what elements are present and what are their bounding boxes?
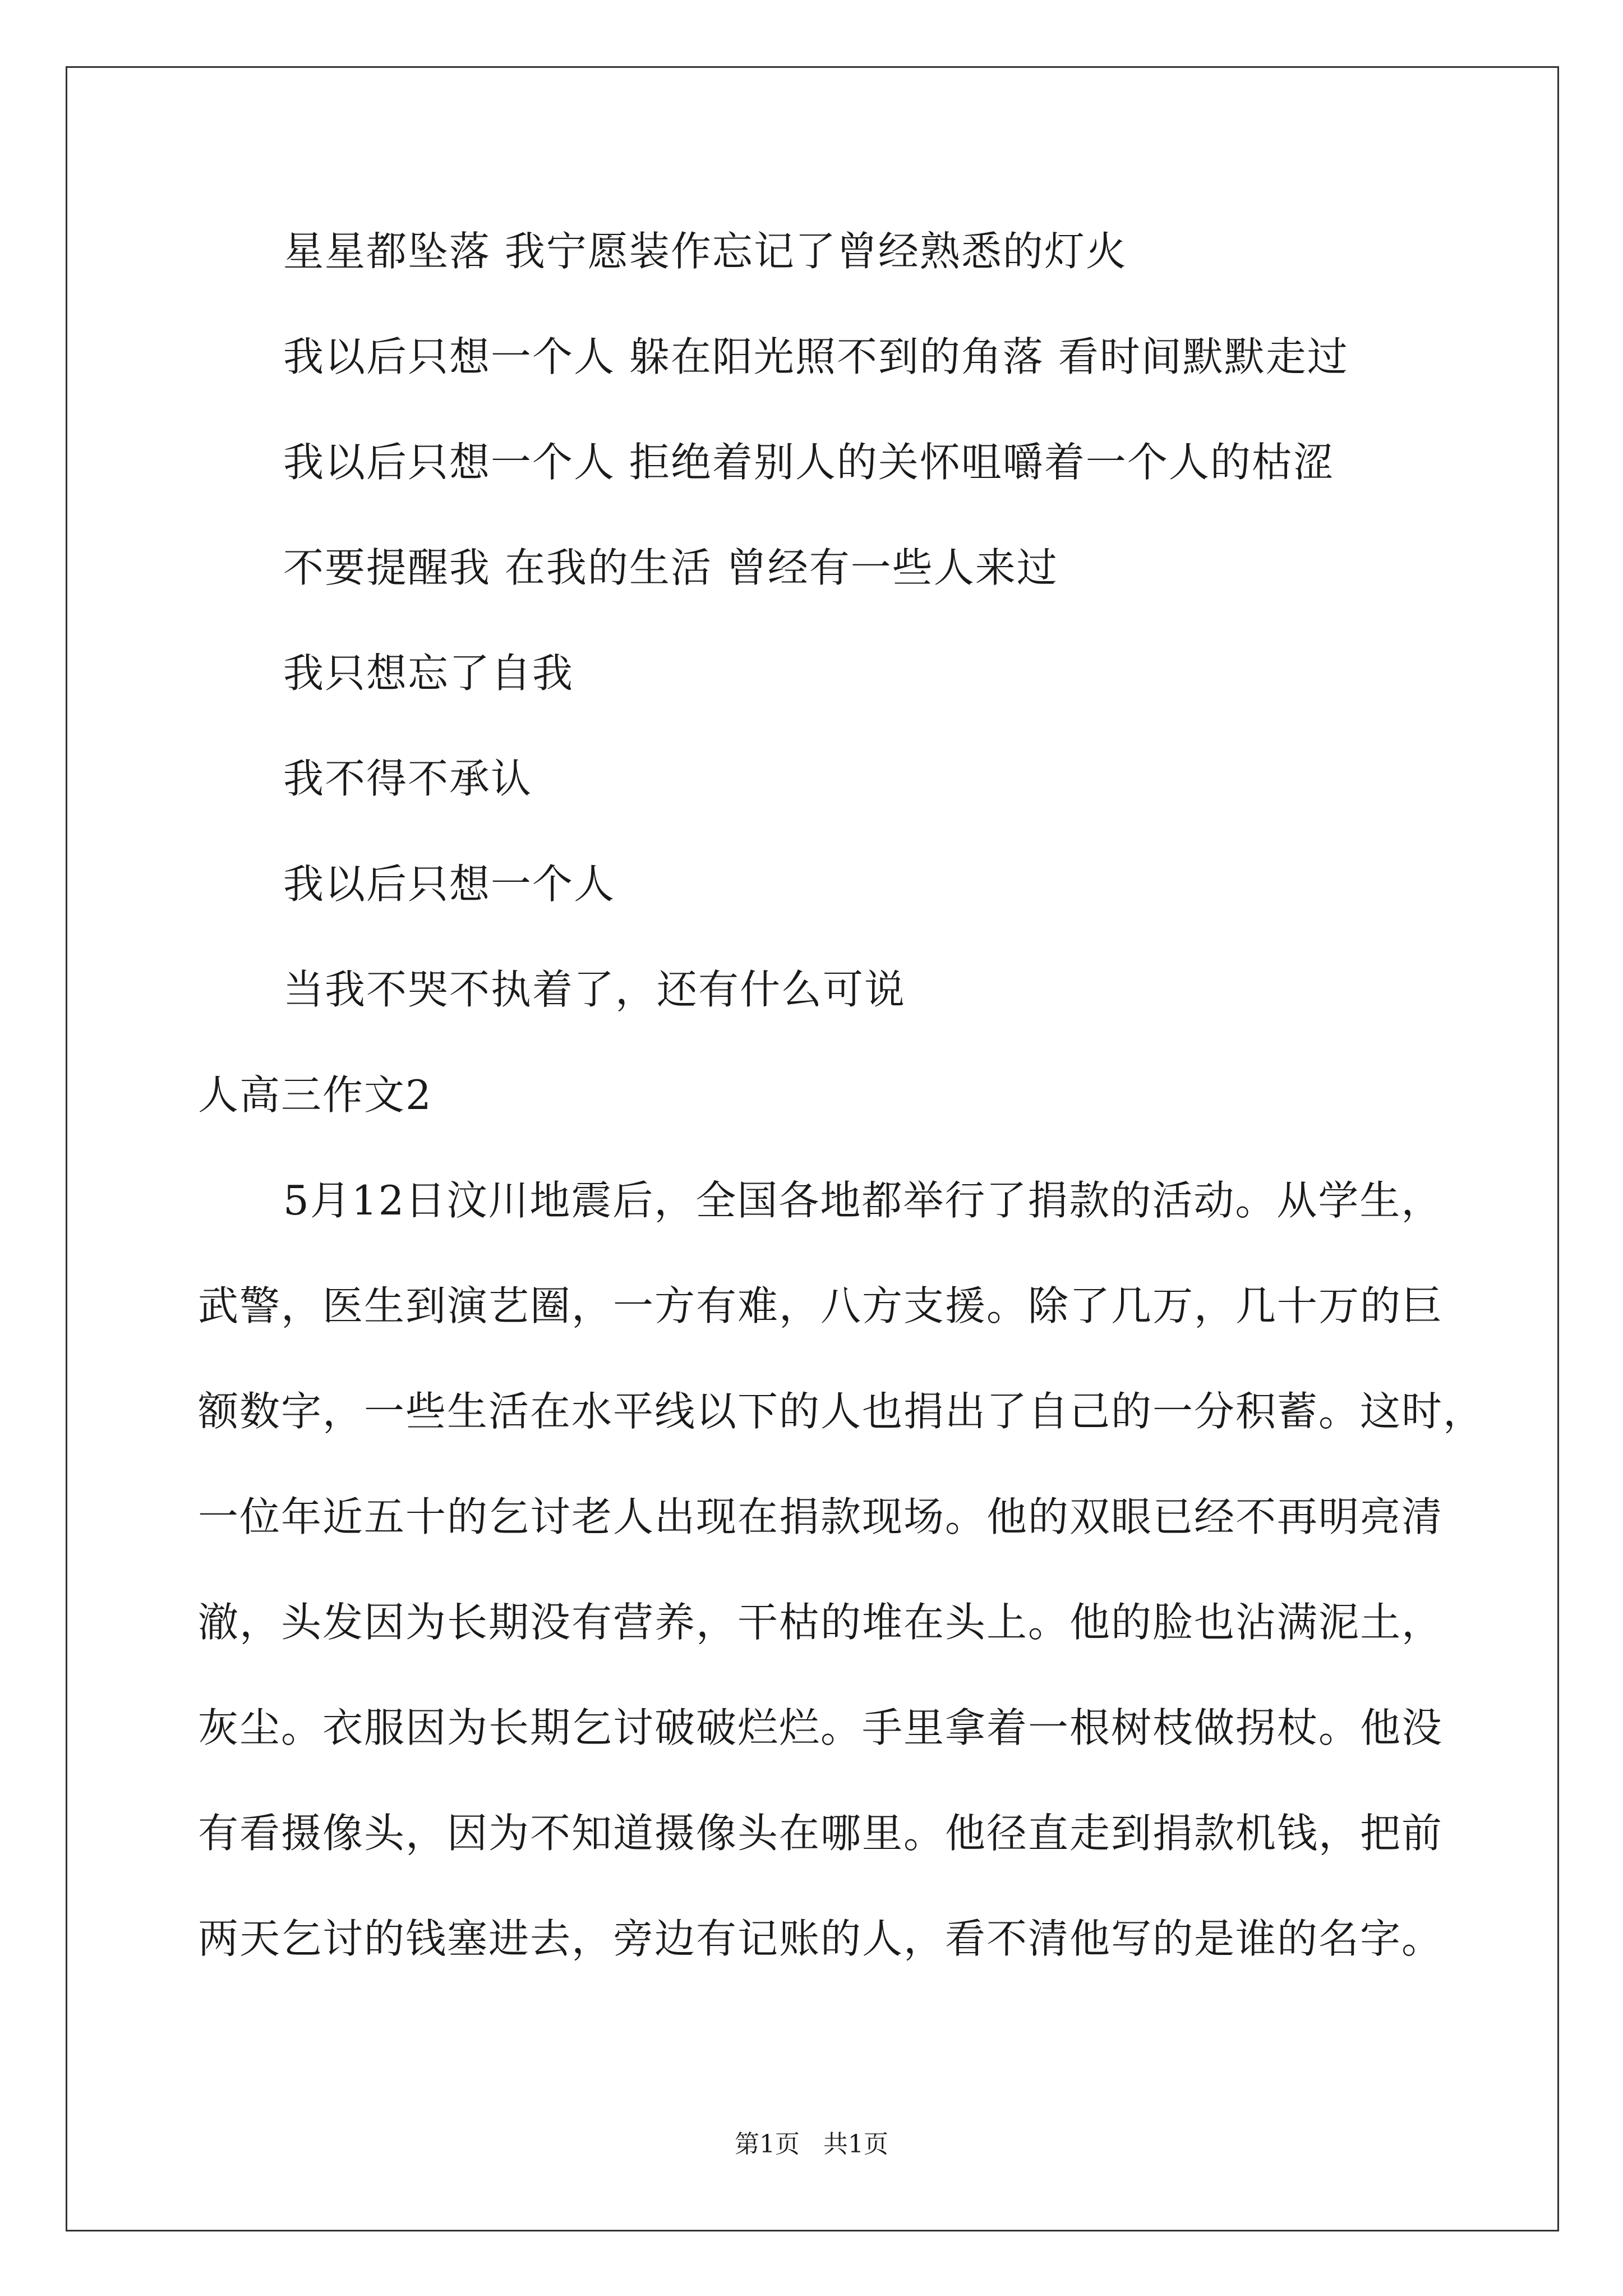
essay-line: 5月12日汶川地震后，全国各地都举行了捐款的活动。从学生， [283, 1177, 1443, 1224]
poem-line: 不要提醒我 在我的生活 曾经有一些人来过 [283, 544, 1058, 591]
essay-line: 澈，头发因为长期没有营养，干枯的堆在头上。他的脸也沾满泥土， [198, 1599, 1444, 1646]
poem-line: 我只想忘了自我 [283, 650, 574, 697]
poem-line: 我以后只想一个人 躲在阳光照不到的角落 看时间默默走过 [283, 333, 1349, 380]
essay-line: 一位年近五十的乞讨老人出现在捐款现场。他的双眼已经不再明亮清 [198, 1493, 1444, 1540]
page-border [66, 66, 1559, 2231]
essay-line: 两天乞讨的钱塞进去，旁边有记账的人，看不清他写的是谁的名字。 [198, 1915, 1444, 1962]
poem-line: 我以后只想一个人 拒绝着别人的关怀咀嚼着一个人的枯涩 [283, 439, 1335, 486]
poem-line: 我以后只想一个人 [283, 861, 616, 908]
poem-line: 当我不哭不执着了，还有什么可说 [283, 966, 906, 1013]
essay-heading: 人高三作文2 [198, 1071, 432, 1119]
poem-line: 我不得不承认 [283, 755, 533, 802]
essay-line: 灰尘。衣服因为长期乞讨破破烂烂。手里拿着一根树枝做拐杖。他没 [198, 1704, 1444, 1751]
essay-line: 有看摄像头，因为不知道摄像头在哪里。他径直走到捐款机钱，把前 [198, 1810, 1444, 1857]
essay-line: 额数字，一些生活在水平线以下的人也捐出了自己的一分积蓄。这时， [198, 1388, 1485, 1435]
poem-line: 星星都坠落 我宁愿装作忘记了曾经熟悉的灯火 [283, 228, 1127, 275]
page-number: 第1页 共1页 [735, 2130, 888, 2159]
essay-line: 武警，医生到演艺圈，一方有难，八方支援。除了几万，几十万的巨 [198, 1282, 1444, 1329]
